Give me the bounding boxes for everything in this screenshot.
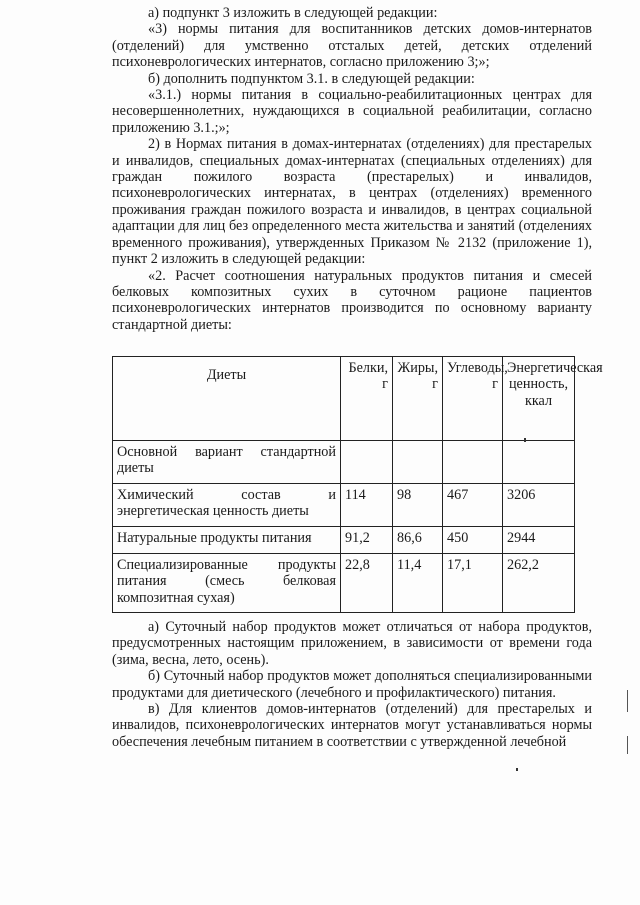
scan-speck — [516, 768, 518, 771]
paragraph-point-2-quote: «2. Расчет соотношения натуральных продуктов питания и смесей белковых композитных сухих в суточном рационе пациентов психоневрологических интернатов производится по основному варианту стандартной диеты: — [112, 267, 592, 333]
table-row — [113, 554, 575, 613]
table-row — [113, 484, 575, 527]
cell-protein: 22,8 — [341, 554, 393, 613]
row-label: Основной вариант стандартной диеты — [113, 441, 341, 484]
top-text-block — [112, 5, 592, 333]
header-energy: Энергетическая ценность, ккал — [503, 357, 575, 441]
paragraph-a-subpoint-3: а) подпункт 3 изложить в следующей редакции: — [148, 5, 438, 21]
cell-carbs: 467 — [443, 484, 503, 527]
cell-fat — [393, 441, 443, 484]
scan-edge-mark — [627, 736, 628, 754]
header-diets: Диеты — [113, 357, 341, 441]
cell-fat: 98 — [393, 484, 443, 527]
paragraph-b-subpoint-3-1: б) дополнить подпунктом 3.1. в следующей редакции: — [148, 70, 475, 87]
paragraph-v-clients: в) Для клиентов домов-интернатов (отделений) для престарелых и инвалидов, психоневрологических интернатов могут устанавливаться нормы обеспечения лечебным питанием в соответствии с утвержденной лечебной — [112, 701, 592, 750]
header-protein: Белки, г — [341, 357, 393, 441]
header-fat: Жиры, г — [393, 357, 443, 441]
cell-protein — [341, 441, 393, 484]
paragraph-item-2: 2) в Нормах питания в домах-интернатах (отделениях) для престарелых и инвалидов, специальных домах-интернатах (специальных отделениях) для граждан пожилого возраста (престарелых) и инвалидов, психоневрологических интернатах, в центрах (отделениях) временного проживания граждан пожилого возраста и инвалидов, в центрах социальной адаптации для лиц без определенного места жительства и занятий (отделениях временного проживания), утвержденных Приказом № 2132 (приложение 1), пункт 2 изложить в следующей редакции: — [112, 136, 592, 268]
cell-fat: 11,4 — [393, 554, 443, 613]
cell-energy: 262,2 — [503, 554, 575, 613]
paragraph-norm-3-1: «3.1.) нормы питания в социально-реабилитационных центрах для несовершеннолетних, нуждающихся в социальной реабилитации, согласно приложению 3.1.;»; — [112, 87, 592, 136]
table-row — [113, 441, 575, 484]
row-label: Специализированные продукты питания (смесь белковая композитная сухая) — [113, 554, 341, 613]
header-carbs: Углеводы, г — [443, 357, 503, 441]
cell-carbs: 17,1 — [443, 554, 503, 613]
cell-energy — [503, 441, 575, 484]
cell-energy: 3206 — [503, 484, 575, 527]
nutrition-table — [112, 356, 603, 613]
bottom-text-block — [112, 619, 592, 750]
cell-protein: 91,2 — [341, 527, 393, 554]
cell-protein: 114 — [341, 484, 393, 527]
scan-edge-mark — [627, 690, 628, 712]
scan-speck — [524, 438, 526, 442]
cell-carbs — [443, 441, 503, 484]
paragraph-b-daily-set: б) Суточный набор продуктов может дополняться специализированными продуктами для диетического (лечебного и профилактического) питания. — [112, 668, 592, 701]
cell-energy: 2944 — [503, 527, 575, 554]
row-label: Натуральные продукты питания — [113, 527, 341, 554]
row-label: Химический состав и энергетическая ценность диеты — [113, 484, 341, 527]
cell-carbs: 450 — [443, 527, 503, 554]
paragraph-norm-3: «3) нормы питания для воспитанников детских домов-интернатов (отделений) для умственно отсталых детей, детских отделений психоневрологических интернатов, согласно приложению 3;»; — [112, 21, 592, 71]
cell-fat: 86,6 — [393, 527, 443, 554]
paragraph-a-daily-set: а) Суточный набор продуктов может отличаться от набора продуктов, предусмотренных настоящим приложением, в зависимости от времени года (зима, весна, лето, осень). — [112, 619, 592, 668]
table-row — [113, 527, 575, 554]
table-header-row — [113, 357, 575, 441]
